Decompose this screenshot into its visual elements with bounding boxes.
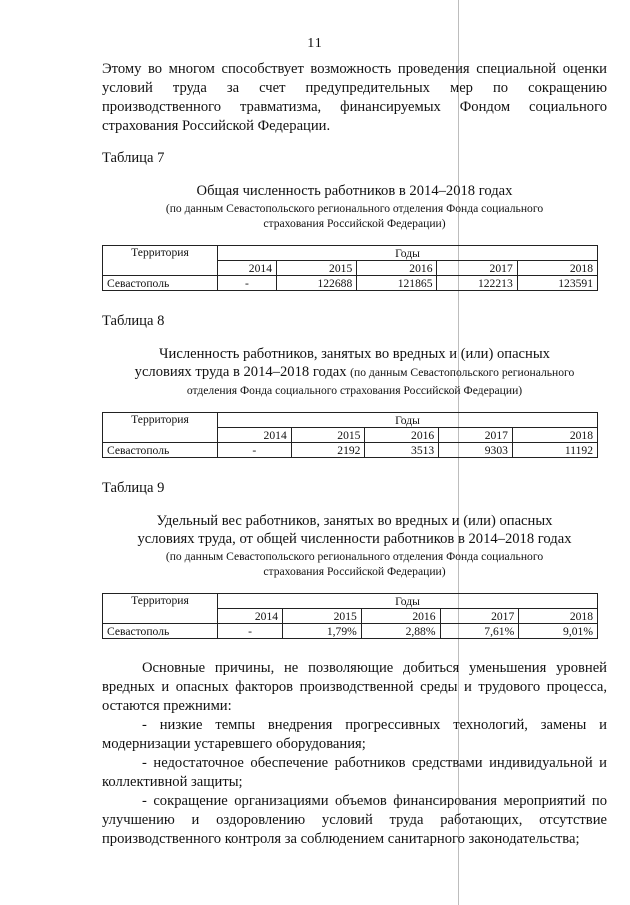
closing-list-item: - низкие темпы внедрения прогрессивных технологий, замены и модернизации устаревшего оборудования; xyxy=(102,717,607,752)
closing-text xyxy=(102,659,607,849)
table-9-header-years: Годы xyxy=(218,594,598,609)
table-9-label: Таблица 9 xyxy=(102,480,165,496)
table-9-title: Удельный вес работников, занятых во вредных и (или) опасных условиях труда, от общей численности работников в 2014–2018 годах xyxy=(137,513,572,547)
table-7-subtitle: (по данным Севастопольского регионального отделения Фонда социального страхования Российской Федерации) xyxy=(165,202,544,230)
table-8-label: Таблица 8 xyxy=(102,313,165,329)
table-7-years-row: 2014 2015 2016 2017 2018 xyxy=(103,261,598,276)
table-7-label: Таблица 7 xyxy=(102,150,165,166)
closing-list-item: - недостаточное обеспечение работников средствами индивидуальной и коллективной защиты; xyxy=(102,755,607,790)
table-9-header-territory: Территория xyxy=(103,594,218,624)
table-7-title: Общая численность работников в 2014–2018 годах xyxy=(196,183,513,199)
table-8-header-years: Годы xyxy=(218,413,598,428)
table-9 xyxy=(102,593,598,639)
table-9-years-row: 2014 2015 2016 2017 2018 xyxy=(103,609,598,624)
page-number: 11 xyxy=(307,36,323,51)
table-8-years-row: 2014 2015 2016 2017 2018 xyxy=(103,428,598,443)
table-9-subtitle: (по данным Севастопольского регионального отделения Фонда социального страхования Российской Федерации) xyxy=(165,550,544,578)
table-row: Севастополь - 2192 3513 9303 11192 xyxy=(103,443,598,458)
table-8-header-territory: Территория xyxy=(103,413,218,443)
table-8 xyxy=(102,412,598,458)
table-7 xyxy=(102,245,598,291)
table-7-header-years: Годы xyxy=(218,246,598,261)
intro-paragraph: Этому во многом способствует возможность проведения специальной оценки условий труда за счет предупредительных мер по сокращению производственного травматизма, финансируемых Фондом социального страхования Российской Федерации. xyxy=(102,61,607,134)
table-8-title: Численность работников, занятых во вредных и (или) опасных условиях труда в 2014–2018 годах (по данным Севастопольского регионального отделения Фонда социального страхования Российской Федерации) xyxy=(134,346,575,397)
closing-list-item: - сокращение организациями объемов финансирования мероприятий по улучшению и оздоровлению условий труда работающих, отсутствие производственного контроля за соблюдением санитарного законодательства; xyxy=(102,793,607,847)
closing-paragraph: Основные причины, не позволяющие добиться уменьшения уровней вредных и опасных факторов производственной среды и трудового процесса, остаются прежними: xyxy=(102,660,607,714)
table-row: Севастополь - 122688 121865 122213 123591 xyxy=(103,276,598,291)
table-7-header-territory: Территория xyxy=(103,246,218,276)
table-row: Севастополь - 1,79% 2,88% 7,61% 9,01% xyxy=(103,624,598,639)
